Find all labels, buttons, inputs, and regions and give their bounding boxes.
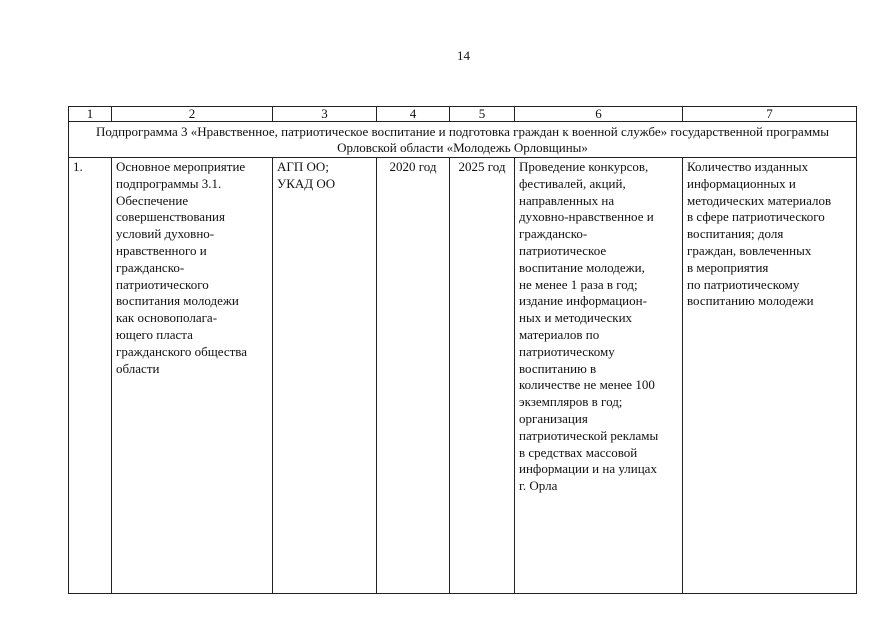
- text-line: АГП ОО;: [277, 159, 329, 174]
- text-line: г. Орла: [519, 478, 558, 494]
- text-line: гражданско-: [519, 226, 588, 242]
- text-line: количестве не менее 100: [519, 377, 655, 393]
- text-line: организация: [519, 410, 588, 426]
- text-line: информации и на улицах: [519, 461, 657, 477]
- text-line: Количество изданных: [687, 159, 809, 174]
- text-line: воспитания; доля: [687, 226, 784, 242]
- text-line: патриотического: [116, 276, 209, 292]
- page-number: 14: [457, 48, 470, 63]
- text-line: духовно-нравственное и: [519, 209, 654, 225]
- start-year: 2020 год: [377, 158, 450, 594]
- text-line: как основополага-: [116, 310, 218, 326]
- text-line: условий духовно-: [116, 226, 215, 242]
- text-line: УКАД ОО: [277, 175, 336, 191]
- text-line: патриотическое: [519, 242, 607, 258]
- text-line: Обеспечение: [116, 192, 189, 208]
- text-line: воспитания молодежи: [116, 293, 239, 309]
- program-table: [68, 106, 857, 594]
- executor-cell: [273, 158, 377, 594]
- text-line: Основное мероприятие: [116, 159, 246, 174]
- text-line: в мероприятия: [687, 259, 769, 275]
- column-number-header: 5: [450, 107, 515, 122]
- end-year: 2025 год: [450, 158, 515, 594]
- text-line: воспитанию молодежи: [687, 293, 814, 309]
- text-line: экземпляров в год;: [519, 394, 623, 410]
- text-line: методических материалов: [687, 192, 832, 208]
- text-line: области: [116, 360, 160, 376]
- text-line: ющего пласта: [116, 326, 193, 342]
- text-line: гражданско-: [116, 259, 185, 275]
- text-line: материалов по: [519, 326, 600, 342]
- text-line: подпрограммы 3.1.: [116, 175, 222, 191]
- subprogram-title: Подпрограмма 3 «Нравственное, патриотическое воспитание и подготовка граждан к военной службе» государственной программы Орловской области «Молодежь Орловщины»: [69, 122, 857, 158]
- column-number-header: 1: [69, 107, 112, 122]
- text-line: в средствах массовой: [519, 444, 638, 460]
- indicators-cell: [683, 158, 857, 594]
- text-line: граждан, вовлеченных: [687, 242, 812, 258]
- column-number-header: 3: [273, 107, 377, 122]
- column-number-header: 4: [377, 107, 450, 122]
- text-line: издание информацион-: [519, 293, 647, 309]
- column-number-header: 2: [112, 107, 273, 122]
- text-line: патриотическому: [519, 343, 615, 359]
- column-number-header: 6: [515, 107, 683, 122]
- text-line: совершенствования: [116, 209, 225, 225]
- table-row: [69, 158, 857, 594]
- text-line: ных и методических: [519, 310, 633, 326]
- row-number: 1.: [69, 158, 112, 594]
- text-line: в сфере патриотического: [687, 209, 825, 225]
- subprogram-title-row: [69, 122, 857, 158]
- text-line: направленных на: [519, 192, 615, 208]
- text-line: фестивалей, акций,: [519, 175, 626, 191]
- column-number-header: 7: [683, 107, 857, 122]
- text-line: по патриотическому: [687, 276, 800, 292]
- activity-cell: [112, 158, 273, 594]
- results-cell: [515, 158, 683, 594]
- text-line: Проведение конкурсов,: [519, 159, 649, 174]
- text-line: не менее 1 раза в год;: [519, 276, 638, 292]
- text-line: нравственного и: [116, 242, 207, 258]
- column-number-row: [69, 107, 857, 122]
- text-line: гражданского общества: [116, 343, 248, 359]
- text-line: информационных и: [687, 175, 796, 191]
- text-line: воспитанию в: [519, 360, 597, 376]
- text-line: воспитание молодежи,: [519, 259, 645, 275]
- text-line: патриотической рекламы: [519, 427, 659, 443]
